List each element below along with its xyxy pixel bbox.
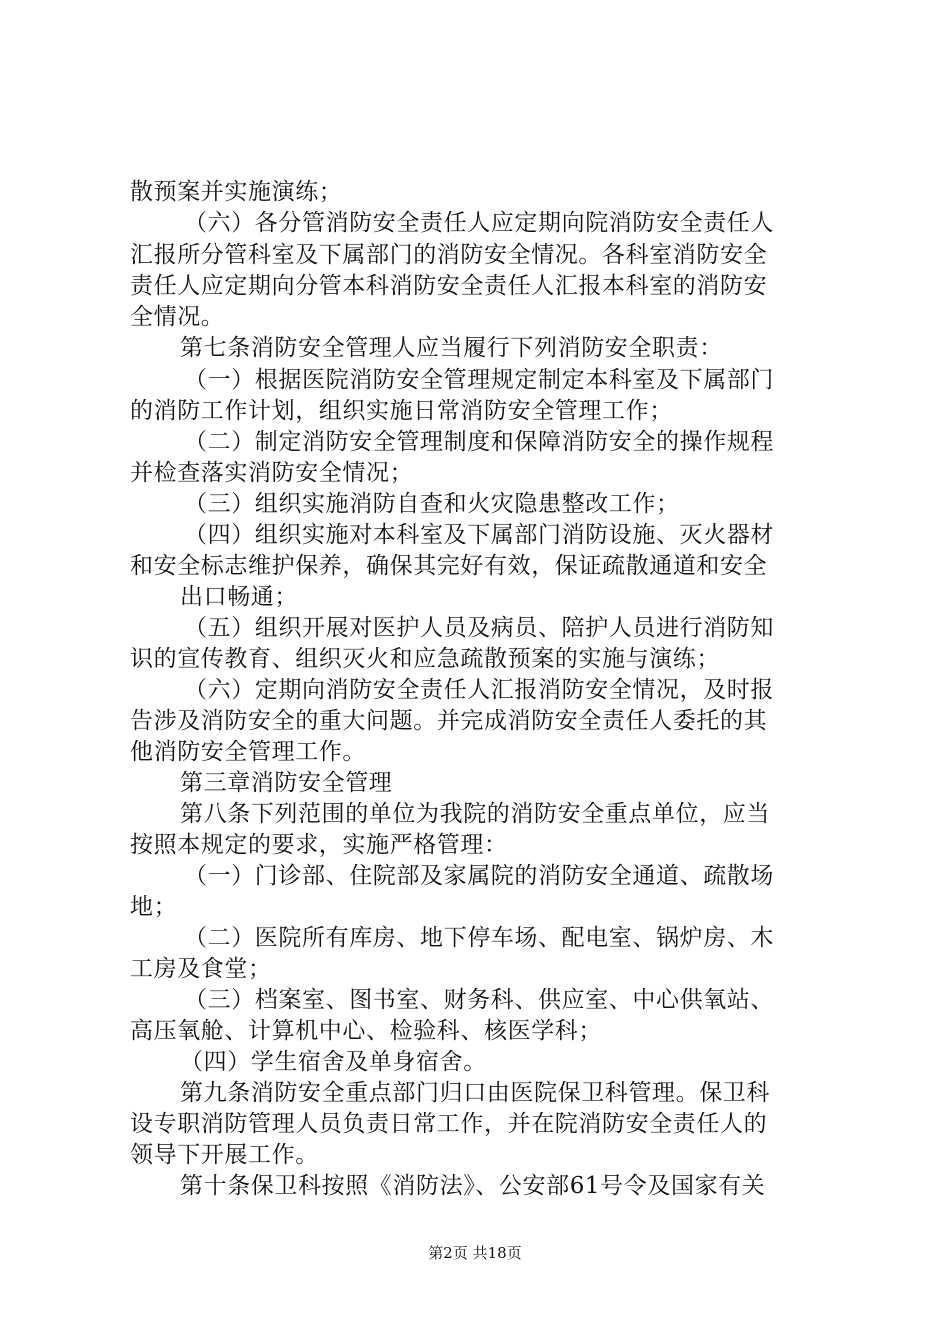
text-line: （三）档案室、图书室、财务科、供应室、中心供氧站、 <box>184 987 774 1013</box>
article-heading: 第七条消防安全管理人应当履行下列消防安全职责： <box>180 335 723 361</box>
text-line: 全情况。 <box>130 304 225 330</box>
text-line: 识的宣传教育、组织灭火和应急疏散预案的实施与演练； <box>130 646 720 672</box>
text-line: 和安全标志维护保养，确保其完好有效，保证疏散通道和安全 <box>130 553 768 579</box>
text-line: （四）组织实施对本科室及下属部门消防设施、灭火器材 <box>184 522 774 548</box>
text-line: 并检查落实消防安全情况； <box>130 460 414 486</box>
text-line: （六）定期向消防安全责任人汇报消防安全情况，及时报 <box>184 677 774 703</box>
text-line: 汇报所分管科室及下属部门的消防安全情况。各科室消防安全 <box>130 242 768 268</box>
text-line: （三）组织实施消防自查和火灾隐患整改工作； <box>184 491 680 517</box>
article-heading: 第九条消防安全重点部门归口由医院保卫科管理。保卫科 <box>180 1080 770 1106</box>
chapter-heading: 第三章消防安全管理 <box>180 770 393 796</box>
text-line: 的消防工作计划，组织实施日常消防安全管理工作； <box>130 398 673 424</box>
text-line: （一）根据医院消防安全管理规定制定本科室及下属部门 <box>184 367 774 393</box>
text-line: （一）门诊部、住院部及家属院的消防安全通道、疏散场 <box>184 863 774 889</box>
text-line: （二）医院所有库房、地下停车场、配电室、锅炉房、木 <box>184 925 774 951</box>
text-line: 告涉及消防安全的重大问题。并完成消防安全责任人委托的其 <box>130 708 768 734</box>
text-line: 领导下开展工作。 <box>130 1142 319 1168</box>
text-line: （五）组织开展对医护人员及病员、陪护人员进行消防知 <box>184 615 774 641</box>
text-line: （六）各分管消防安全责任人应定期向院消防安全责任人 <box>184 210 774 236</box>
text-line: 工房及食堂； <box>130 956 272 982</box>
article-heading: 第八条下列范围的单位为我院的消防安全重点单位，应当 <box>180 801 770 827</box>
text-line: 设专职消防管理人员负责日常工作，并在院消防安全责任人的 <box>130 1111 768 1137</box>
text-line: 按照本规定的要求，实施严格管理： <box>130 832 508 858</box>
text-line: 他消防安全管理工作。 <box>130 739 366 765</box>
text-line: 地； <box>130 894 178 920</box>
text-line: 高压氧舱、计算机中心、检验科、核医学科； <box>130 1018 602 1044</box>
text-line: 散预案并实施演练； <box>130 179 343 205</box>
text-line: 出口畅通； <box>180 584 298 610</box>
text-line: 责任人应定期向分管本科消防安全责任人汇报本科室的消防安 <box>130 273 768 299</box>
text-line: （二）制定消防安全管理制度和保障消防安全的操作规程 <box>184 429 774 455</box>
text-line: （四）学生宿舍及单身宿舍。 <box>180 1049 487 1075</box>
article-heading: 第十条保卫科按照《消防法》、公安部61号令及国家有关 <box>180 1173 766 1199</box>
page-number-footer: 第2页 共18页 <box>428 1244 522 1262</box>
